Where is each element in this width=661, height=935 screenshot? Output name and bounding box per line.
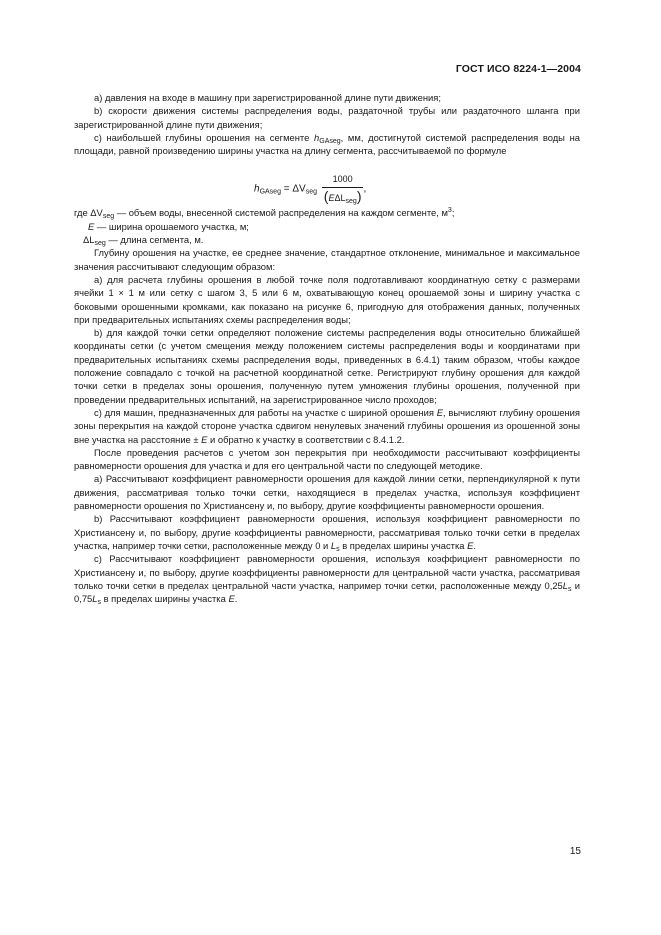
paragraph-grid-b: b) для каждой точки сетки определяют положение системы распределения воды относительно ближайшей координаты сетки (с учетом смещения между положением системы распределения воды и координатами при предварительных испытаниях схемы распределения воды, приведенных в 6.4.1) таким образом, чтобы каждое положение совпадало с точкой на расчетной координатной сетке. Регистрируют глубину орошения для каждой точки сетки в пределах зоны орошения, полученную путем умножения глубины орошения, полученной при проведении предварительных испытаний, на зарегистрированное число проходов;: [74, 327, 580, 405]
document-body: [74, 91, 580, 605]
paragraph-grid-a: a) для расчета глубины орошения в любой точке поля подготавливают координатную сетку с размерами ячейки 1 × 1 м или сетку с шагом 3, 5 или 6 м, охватывающую конец орошаемой зоны и ширину участка с боковыми орошенными кромками, как показано на рисунке 6, пригодную для отображения данных, полученных при предварительных испытаниях схемы распределения воды;: [74, 273, 580, 325]
paragraph-uniformity-a: a) Рассчитывают коэффициент равномерности орошения для каждой линии сетки, перпендикулярной к пути движения, рассматривая только точки сетки, находящиеся в пределах участка, используя коэффициент равномерности орошения по Христиансену и, по выбору, другие коэффициенты равномерности орошения.: [74, 473, 580, 512]
paragraph-uniformity-c: c) Рассчитывают коэффициент равномерности орошения, используя коэффициент равномерности по Христиансену и, по выбору, другие коэффициенты равномерности для центральной части участка, рассматривая только точки сетки в пределах центральной части участка, например точки сетки, расположенные между $0,25L_s$ и $0,75L_s$ в пределах ширины участка E.: [74, 553, 580, 607]
formula-legend: [74, 206, 580, 246]
paragraph-uniformity-b: b) Рассчитывают коэффициент равномерности орошения, используя коэффициент равномерности по Христиансену и, по выбору, другие коэффициенты равномерности, рассматривая только точки сетки в пределах участка, например точки сетки, расположенные между 0 и $L_s$ в пределах ширины участка E.: [74, 513, 580, 553]
item-b-speed: b) скорости движения системы распределения воды, раздаточной трубы или раздаточного шланга при зарегистрированной длине пути движения;: [74, 105, 580, 130]
legend-e: E — ширина орошаемого участка, м;: [88, 220, 249, 232]
legend-delta-l: $\Delta L_{seg}$ — длина сегмента, м.: [83, 234, 204, 248]
item-a-pressure: a) давления на входе в машину при зарегистрированной длине пути движения;: [94, 92, 441, 103]
formula-fraction: $\frac{1000}{(E\Delta L_{seg})}$: [323, 174, 362, 205]
page-number: 15: [569, 846, 581, 857]
legend-delta-v: где $\Delta V_{seg}$ — объем воды, внесенной системой распределения на каждом сегменте, $м^3$;: [74, 207, 455, 221]
item-c-depth: c) наибольшей глубины орошения на сегменте $h_{GAseg}$, мм, достигнутой системой распределения воды на площади, равной произведению ширины участка на длину сегмента, рассчитываемой по формуле: [74, 131, 580, 157]
document-header: ГОСТ ИСО 8224-1—2004: [455, 63, 581, 75]
paragraph-depth-calc: Глубину орошения на участке, ее среднее значение, стандартное отклонение, минимальное и максимальное значения рассчитывают следующим образом:: [74, 247, 580, 272]
paragraph-overlap: После проведения расчетов с учетом зон перекрытия при необходимости рассчитывают коэффициенты равномерности орошения для участка и для его центральной части по следующей методике.: [74, 446, 580, 472]
paragraph-grid-c: c) для машин, предназначенных для работы на участке с шириной орошения E, вычисляют глубину орошения зоны перекрытия на каждой стороне участка сдвигом ненулевых значений глубины орошения из орошенной зоны вне участка на расстояние ± E и обратно к участку в соответствии с 8.4.1.2.: [74, 406, 580, 445]
formula-h-gaseg: $h_{GAseg} = \Delta V_{seg}$ $\frac{1000}{(E\Delta L_{seg})}$ ,: [254, 174, 367, 205]
